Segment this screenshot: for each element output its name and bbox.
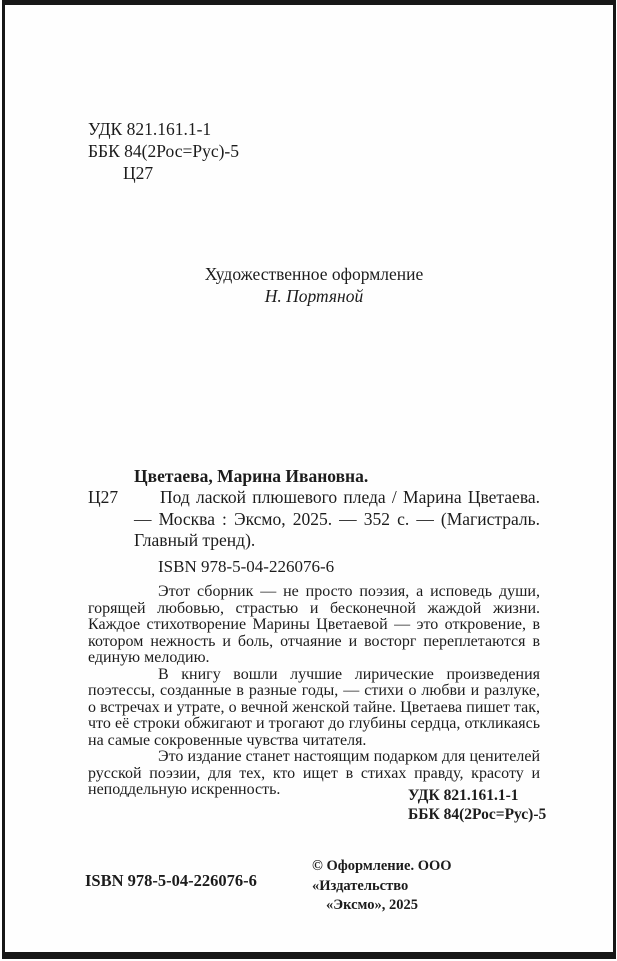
footer-copyright — [312, 857, 544, 916]
design-credit — [88, 263, 540, 307]
catalog-description: Под лаской плюшевого пледа / Марина Цветаева. — Москва : Эксмо, 2025. — 352 с. — (Магистраль. Главный тренд). — [134, 487, 540, 551]
design-credit-heading: Художественное оформление — [204, 264, 424, 284]
classification-codes-top — [88, 118, 239, 184]
annotation-paragraph: Это издание станет настоящим подарком для ценителей русской поэзии, для тех, кто ищет в стихах правду, красоту и неподдельную искренность. — [88, 748, 540, 798]
footer-isbn: ISBN 978-5-04-226076-6 — [85, 871, 257, 890]
catalog-entry — [88, 487, 540, 552]
copyright-line: © Оформление. ООО «Издательство — [312, 858, 452, 894]
isbn-catalog-line: ISBN 978-5-04-226076-6 — [158, 557, 335, 576]
catalog-author-code: Ц27 — [88, 487, 119, 507]
udk-code: УДК 821.161.1-1 — [88, 119, 212, 139]
bbk-code: ББК 84(2Рос=Рус)-5 — [88, 141, 239, 161]
catalog-author-heading: Цветаева, Марина Ивановна. — [134, 466, 369, 486]
annotation-paragraph: В книгу вошли лучшие лирические произведения поэтессы, созданные в разные годы, — стихи о любви и разлуке, о встречах и утрате, о вечной женской тайне. Цветаева пишет так, что её строки обжигают и трогают до глубины сердца, откликаясь на самые сокровенные чувства читателя. — [88, 665, 540, 749]
classification-codes-bottom — [408, 787, 546, 824]
annotation-block — [88, 584, 540, 799]
bbk-code-bottom: ББК 84(2Рос=Рус)-5 — [408, 805, 547, 823]
designer-name: Н. Портяной — [264, 286, 364, 306]
udk-code-bottom: УДК 821.161.1-1 — [408, 787, 519, 804]
author-sign-code: Ц27 — [123, 163, 154, 183]
copyright-line: «Эксмо», 2025 — [326, 897, 418, 913]
annotation-paragraph: Этот сборник — не просто поэзия, а исповедь души, горящей любовью, страстью и бесконечной жаждой жизни. Каждое стихотворение Марины Цветаевой — это откровение, в котором нежность и боль, отчаяние и восторг переплетаются в единую мелодию. — [88, 583, 540, 666]
